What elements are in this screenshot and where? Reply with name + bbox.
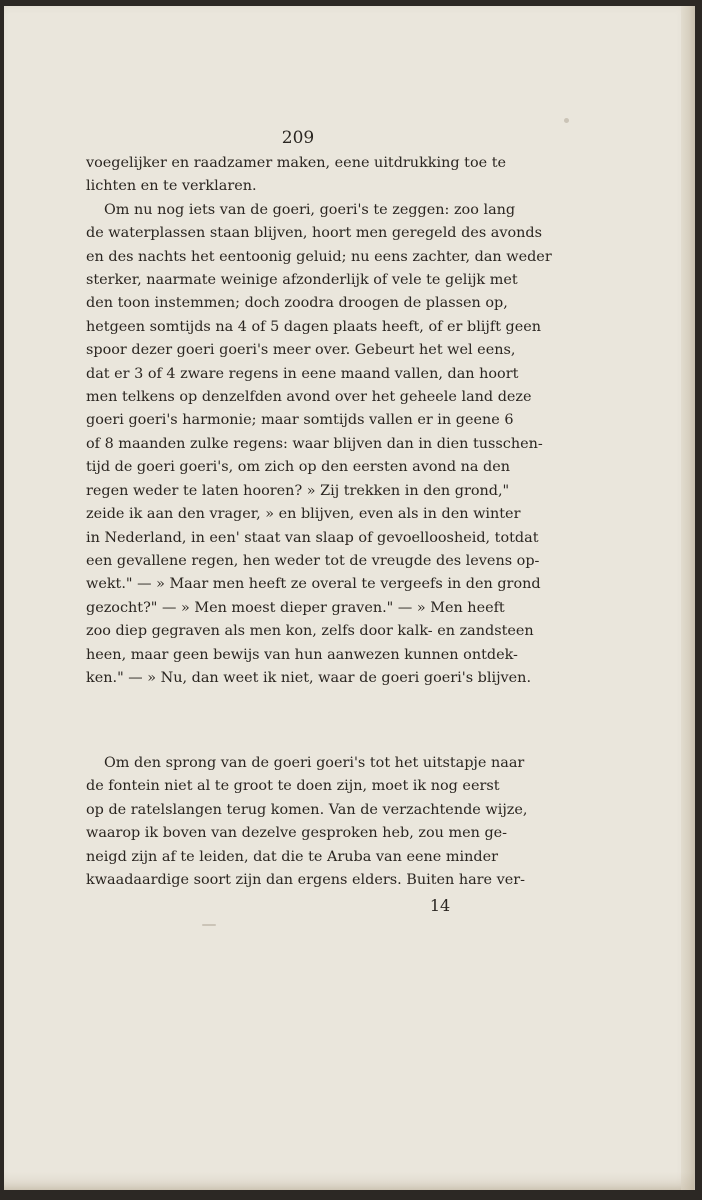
text-line: voegelijker en raadzamer maken, eene uitdrukking toe te: [86, 155, 506, 171]
text-line: lichten en te verklaren.: [86, 178, 257, 195]
text-line: sterker, naarmate weinige afzonderlijk of vele te gelijk met: [86, 272, 518, 289]
text-line: dat er 3 of 4 zware regens in eene maand vallen, dan hoort: [86, 365, 519, 382]
paragraph-2: [86, 752, 528, 892]
page-edge: [681, 6, 695, 1190]
text-line: waarop ik boven van dezelve gesproken heb, zou men ge-: [86, 825, 508, 842]
text-line: kwaadaardige soort zijn dan ergens elders. Buiten hare ver-: [86, 872, 526, 889]
text-line: en des nachts het eentoonig geluid; nu eens zachter, dan weder: [86, 248, 552, 265]
foxing-spot: [202, 924, 216, 926]
signature-mark: 14: [429, 896, 451, 915]
text-line: hetgeen somtijds na 4 of 5 dagen plaats heeft, of er blijft geen: [86, 318, 542, 335]
text-line: zeide ik aan den vrager, » en blijven, even als in den winter: [86, 506, 521, 523]
text-line: spoor dezer goeri goeri's meer over. Gebeurt het wel eens,: [86, 342, 516, 359]
text-line: gezocht?" — » Men moest dieper graven." — » Men heeft: [86, 599, 505, 616]
foxing-spot: [564, 118, 569, 123]
text-line: tijd de goeri goeri's, om zich op den eersten avond na den: [86, 459, 511, 476]
text-line: Om den sprong van de goeri goeri's tot het uitstapje naar: [104, 755, 525, 771]
text-line: in Nederland, in een' staat van slaap of gevoelloosheid, totdat: [86, 529, 539, 546]
text-line: op de ratelslangen terug komen. Van de verzachtende wijze,: [86, 801, 528, 818]
page-number: 209: [281, 128, 315, 148]
text-line: ken." — » Nu, dan weet ik niet, waar de goeri goeri's blijven.: [86, 669, 532, 686]
text-line: neigd zijn af te leiden, dat die te Aruba van eene minder: [86, 848, 498, 865]
text-line: heen, maar geen bewijs van hun aanwezen kunnen ontdek-: [86, 646, 518, 663]
text-line: de waterplassen staan blijven, hoort men geregeld des avonds: [86, 225, 543, 242]
text-line: den toon instemmen; doch zoodra droogen de plassen op,: [86, 295, 508, 312]
text-line: of 8 maanden zulke regens: waar blijven dan in dien tusschen-: [86, 435, 543, 452]
text-line: zoo diep gegraven als men kon, zelfs door kalk- en zandsteen: [86, 623, 534, 640]
text-line: men telkens op denzelfden avond over het geheele land deze: [86, 389, 532, 406]
page-bottom-shadow: [4, 1172, 694, 1190]
text-line: Om nu nog iets van de goeri, goeri's te zeggen: zoo lang: [104, 201, 516, 218]
text-line: wekt." — » Maar men heeft ze overal te vergeefs in den grond: [86, 576, 541, 593]
text-line: goeri goeri's harmonie; maar somtijds vallen er in geene 6: [86, 412, 514, 429]
text-line: regen weder te laten hooren? » Zij trekken in den grond,": [86, 482, 510, 499]
paragraph-1: [86, 152, 552, 690]
text-line: de fontein niet al te groot te doen zijn, moet ik nog eerst: [86, 778, 500, 795]
text-line: een gevallene regen, hen weder tot de vreugde des levens op-: [86, 552, 540, 569]
